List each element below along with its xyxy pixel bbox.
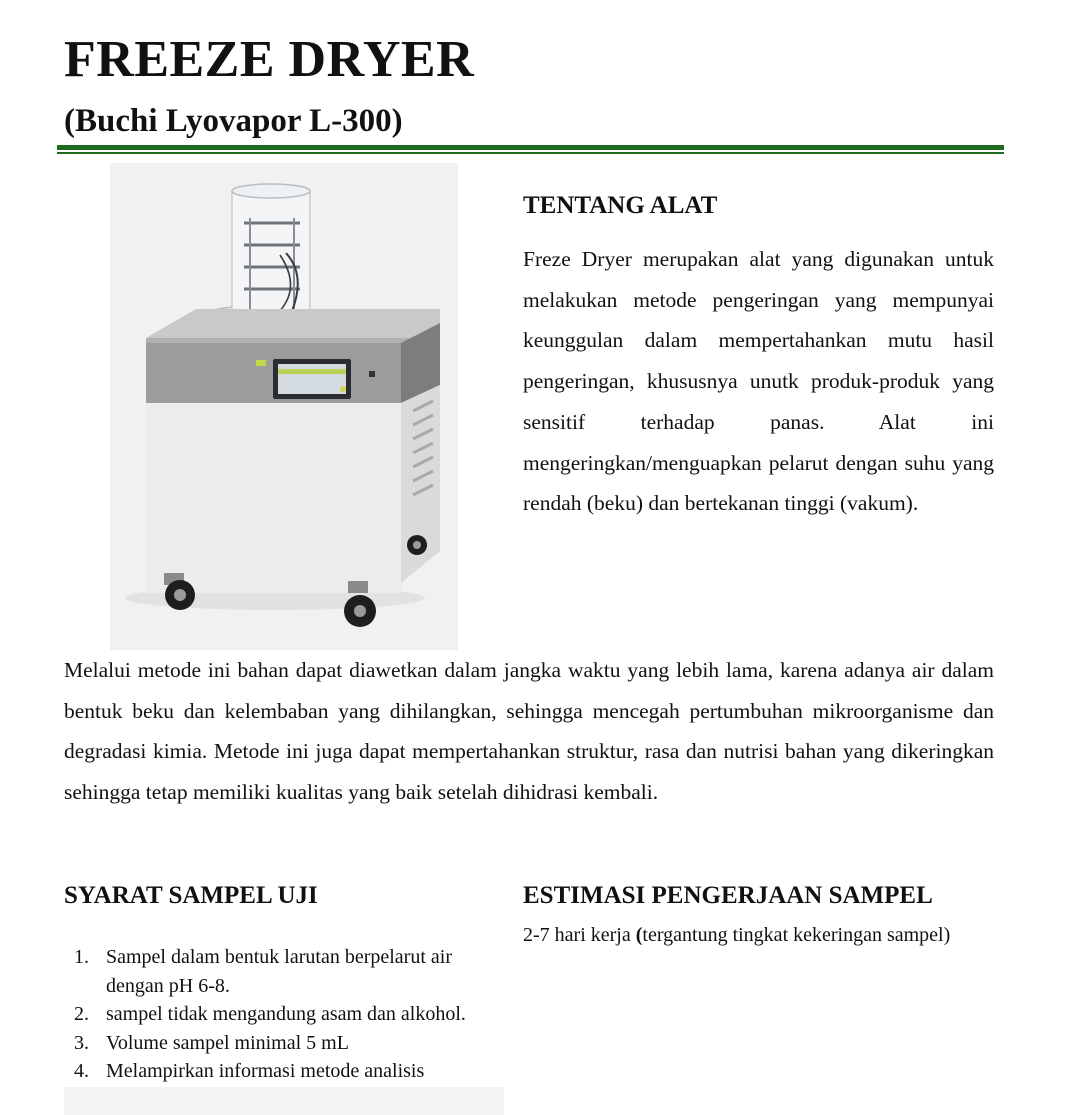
list-item-text: sampel tidak mengandung asam dan alkohol.: [106, 1003, 466, 1025]
freeze-dryer-illustration-icon: [110, 163, 458, 650]
bottom-strip: [64, 1087, 504, 1115]
header-divider-thin: [57, 152, 1004, 154]
list-item: [64, 1057, 504, 1086]
list-item-number: 1.: [74, 946, 89, 968]
about-heading: TENTANG ALAT: [523, 192, 718, 219]
list-item-number: 3.: [74, 1031, 89, 1054]
estimate-open-paren: (: [635, 924, 643, 946]
list-item: [64, 1029, 504, 1058]
list-item: [64, 943, 504, 1000]
estimate-note: tergantung tingkat kekeringan sampel): [642, 924, 951, 946]
page-title: FREEZE DRYER: [64, 31, 475, 88]
freeze-dryer-image: [110, 163, 458, 650]
page-subtitle: (Buchi Lyovapor L-300): [64, 103, 403, 139]
requirements-heading: SYARAT SAMPEL UJI: [64, 882, 318, 909]
list-item-number: 4.: [74, 1060, 89, 1082]
estimate-duration: 2-7 hari kerja: [523, 924, 636, 946]
list-item-text: Sampel dalam bentuk larutan berpelarut air dengan pH 6-8.: [106, 946, 452, 997]
estimate-text: [523, 921, 950, 949]
list-item-text: Melampirkan informasi metode analisis: [106, 1060, 425, 1082]
list-item: [64, 1000, 504, 1029]
header-divider-thick: [57, 145, 1004, 150]
method-description: Melalui metode ini bahan dapat diawetkan dalam jangka waktu yang lebih lama, karena adanya air dalam bentuk beku dan kelembaban yang dihilangkan, sehingga mencegah pertumbuhan mikroorganisme dan degradasi kimia. Metode ini juga dapat mempertahankan struktur, rasa dan nutrisi bahan yang dikeringkan sehingga tetap memiliki kualitas yang baik setelah dihidrasi kembali.: [64, 658, 994, 805]
requirements-list: [64, 943, 504, 1086]
list-item-number: 2.: [74, 1003, 89, 1025]
list-item-text: Volume sampel minimal 5 mL: [106, 1031, 349, 1054]
about-description: Freze Dryer merupakan alat yang digunakan untuk melakukan metode pengeringan yang mempunyai keunggulan dalam mempertahankan mutu hasil pengeringan, khususnya unutk produk-produk yang sensitif terhadap panas. Alat ini mengeringkan/menguapkan pelarut dengan suhu yang rendah (beku) dan bertekanan tinggi (vakum).: [523, 247, 994, 516]
estimate-heading: ESTIMASI PENGERJAAN SAMPEL: [523, 882, 933, 909]
